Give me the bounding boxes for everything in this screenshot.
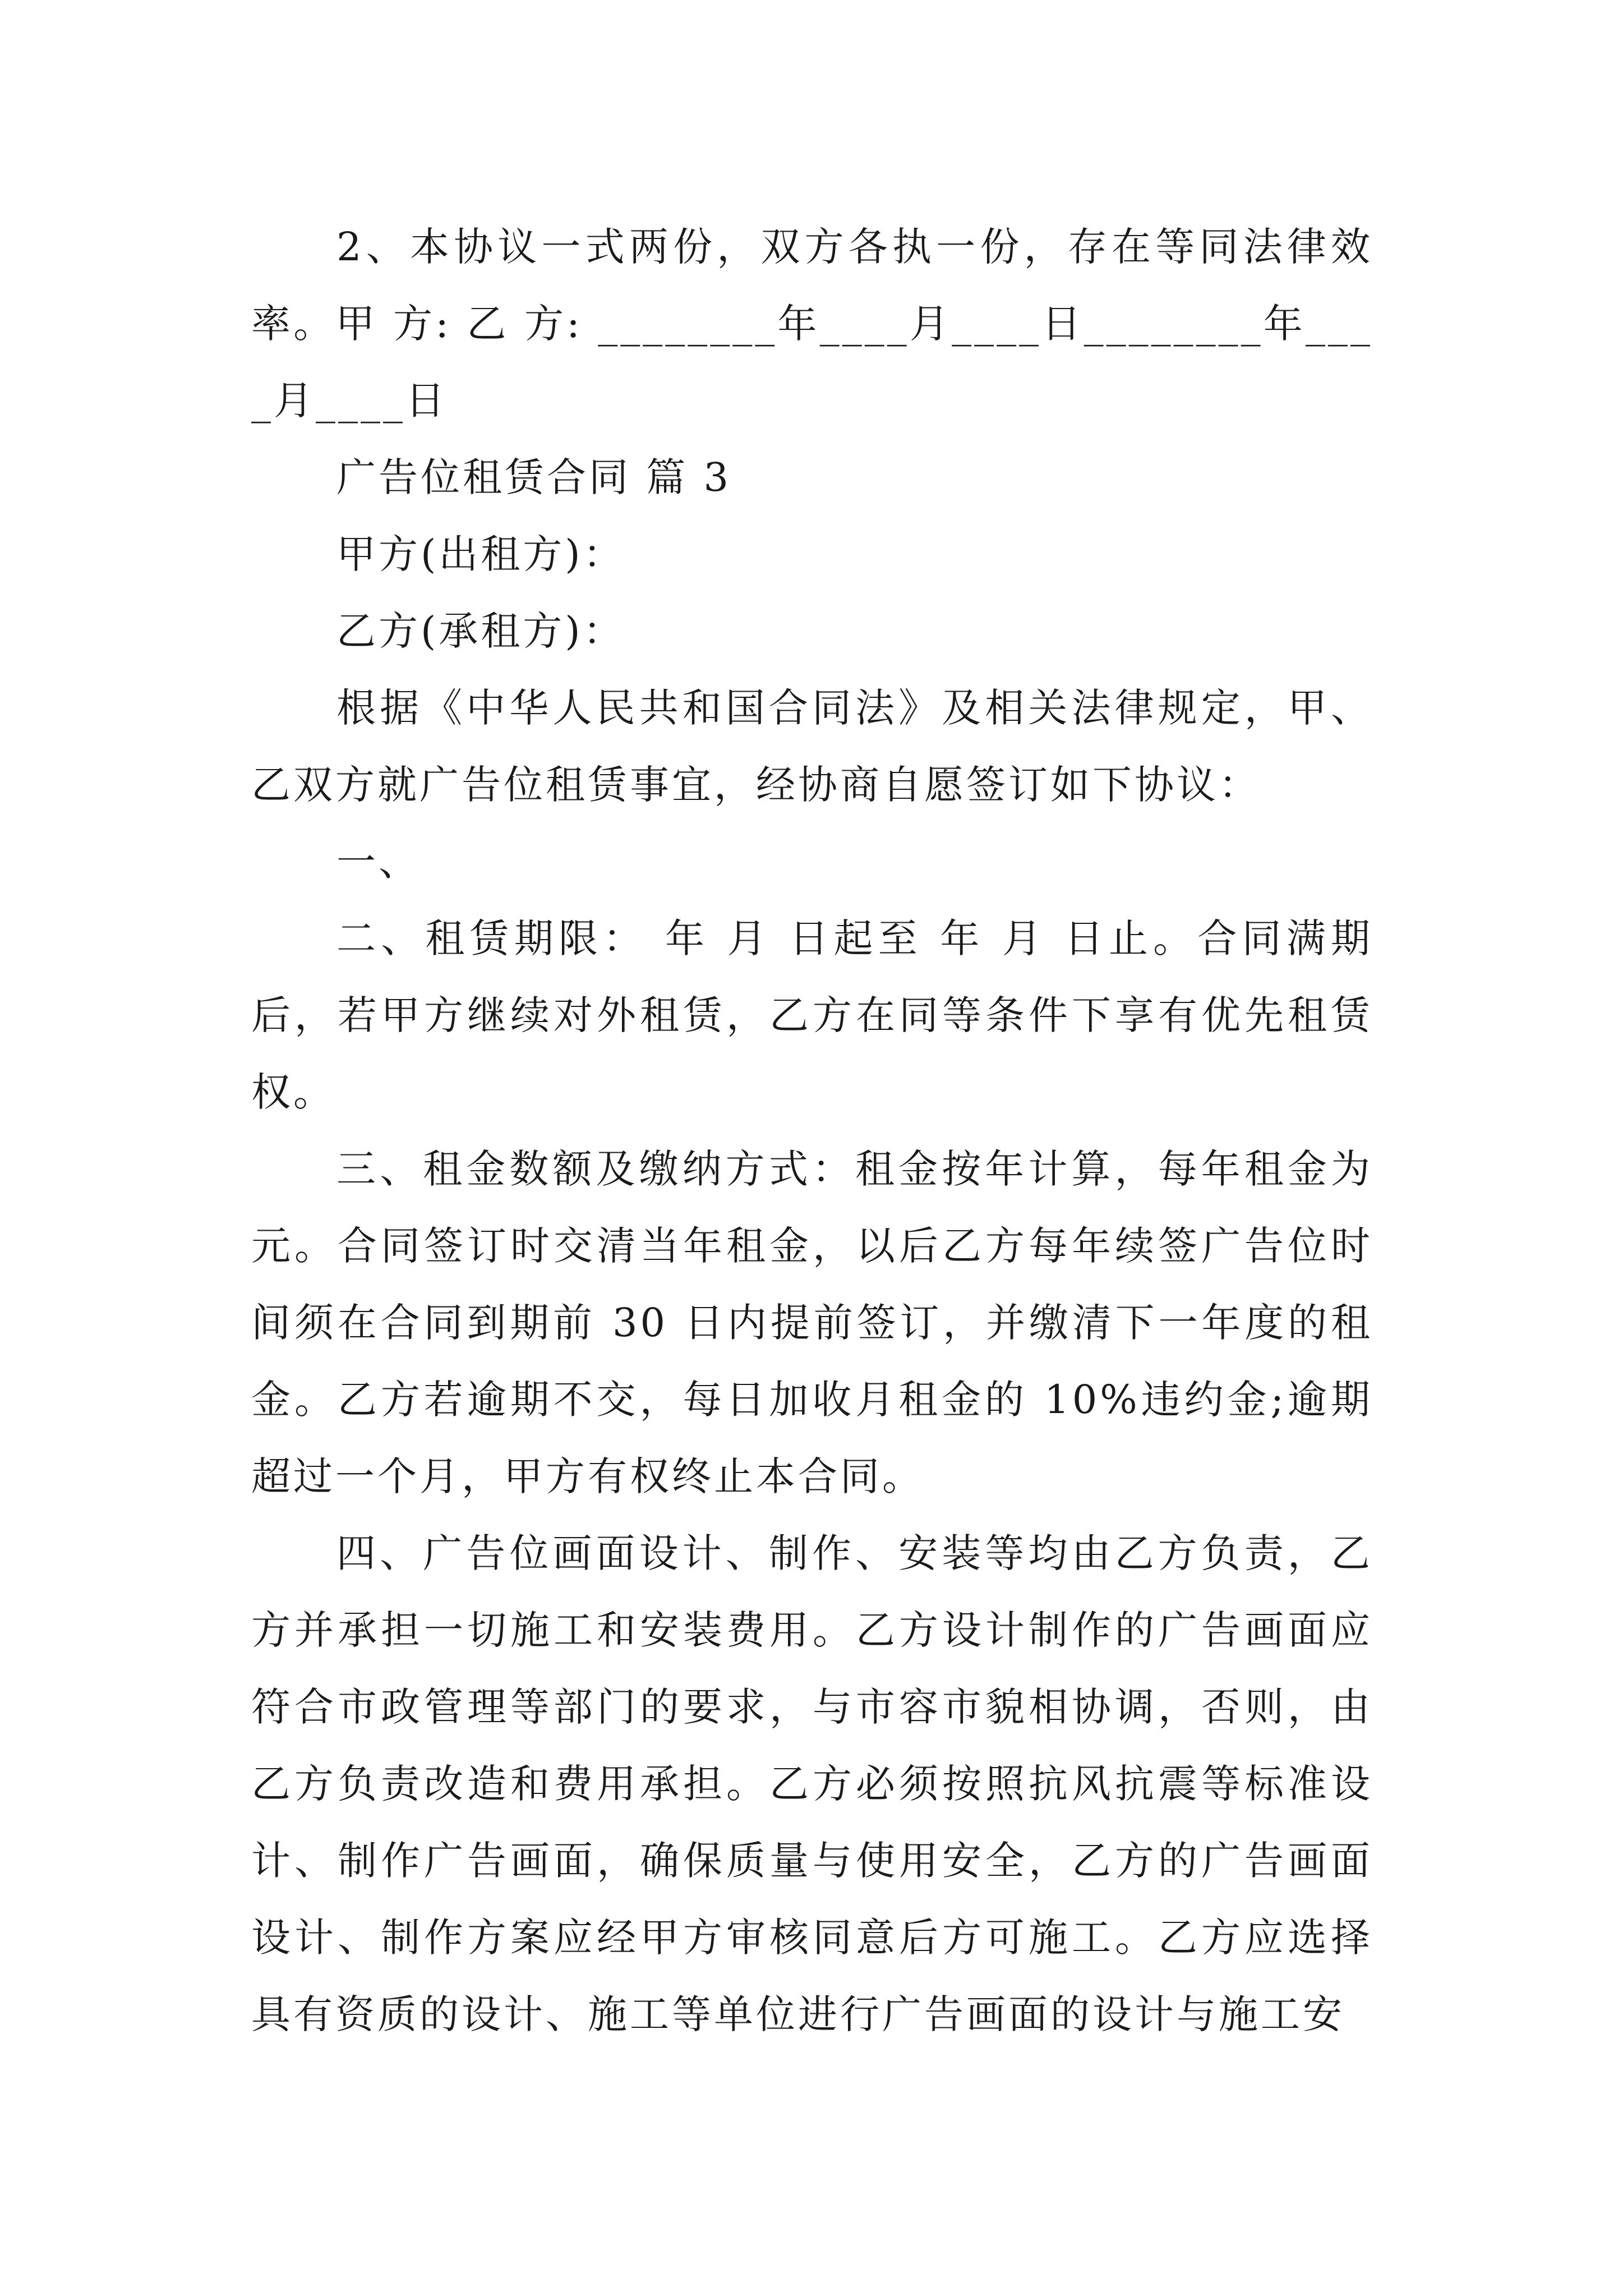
clause-1: 一、 [336,839,421,885]
party-a-line: 甲方(出租方)： [336,531,625,577]
document-body [251,209,1373,2053]
clause-2-lease-term: 二、租赁期限： 年 月 日起至 年 月 日止。合同满期后，若甲方继续对外租赁，乙方在同等条件下享有优先租赁权。 [251,915,1373,1115]
clause-4-design: 四、广告位画面设计、制作、安装等均由乙方负责，乙方并承担一切施工和安装费用。乙方设计制作的广告画面应符合市政管理等部门的要求，与市容市貌相协调，否则，由乙方负责改造和费用承担。乙方必须按照抗风抗震等标准设计、制作广告画面，确保质量与使用安全，乙方的广告画面设计、制作方案应经甲方审核同意后方可施工。乙方应选择具有资质的设计、施工等单位进行广告画面的设计与施工安 [251,1530,1373,2037]
paragraph-agreement-copies: 2、本协议一式两份，双方各执一份，存在等同法律效率。甲 方: 乙 方: ________年____月____日________年____月____日 [251,224,1373,424]
party-b-line: 乙方(承租方)： [336,608,625,654]
section-heading: 广告位租赁合同 篇 3 [336,454,732,500]
clause-3-rent: 三、租金数额及缴纳方式：租金按年计算，每年租金为元。合同签订时交清当年租金，以后乙方每年续签广告位时间须在合同到期前 30 日内提前签订，并缴清下一年度的租金。乙方若逾期不交，每日加收月租金的 10%违约金;逾期超过一个月，甲方有权终止本合同。 [251,1146,1373,1499]
paragraph-preamble: 根据《中华人民共和国合同法》及相关法律规定，甲、乙双方就广告位租赁事宜，经协商自愿签订如下协议： [251,685,1373,808]
